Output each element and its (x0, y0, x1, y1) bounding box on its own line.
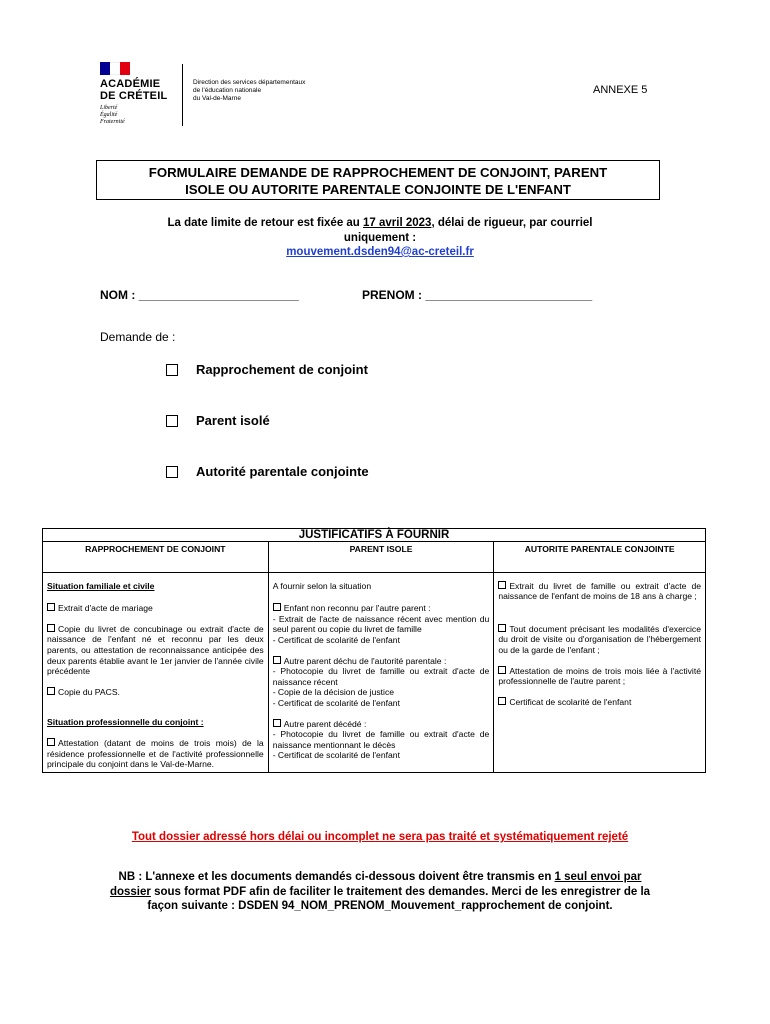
deadline-text: La date limite de retour est fixée au 17 avril 2023, délai de rigueur, par courriel uniquement : (167, 217, 593, 244)
col-parent-isole: A fournir selon la situation Enfant non reconnu par l'autre parent : - Extrait de l'acte de naissance récent avec mention du seul parent ou copie du livret de famille - Certificat de scolarité de l'enfant Autre parent déchu de l'autorité parentale : - Photocopie du livret de famille ou extrait d'acte de naissance récent - Copie de la décision de justice - Certificat de scolarité de l'enfant Autre parent décédé : - Photocopie du livret de famille ou extrait d'acte de naissance mentionnant le décès - Certificat de scolarité de l'enfant (268, 572, 494, 772)
col-rapprochement: Situation familiale et civile Extrait d'acte de mariage Copie du livret de concubinage ou extrait d'acte de naissance de l'enfant né et reconnu par les deux parents, ou attestation de reconnaissance anticipée des deux parents établie avant le 1er janvier de l'année civile précédente Copie du PACS. Situation professionnelle du conjoint : Attestation (datant de moins de trois mois) de la résidence professionnelle et de l'activité professionnelle principale du conjoint dans le Val-de-Marne. (43, 572, 269, 772)
table-title: JUSTIFICATIFS À FOURNIR (43, 529, 706, 542)
checkbox-icon (47, 687, 55, 695)
checkbox-icon (498, 624, 506, 632)
section-heading: Situation professionnelle du conjoint : (47, 717, 204, 728)
checkbox-icon (273, 603, 281, 611)
demande-label: Demande de : (100, 330, 176, 344)
republic-motto: Liberté Égalité Fraternité (100, 105, 125, 125)
column-header: AUTORITE PARENTALE CONJOINTE (494, 541, 706, 572)
email-link[interactable]: mouvement.dsden94@ac-creteil.fr (286, 246, 474, 258)
checkbox-icon[interactable] (166, 364, 178, 376)
choice-parent-isole[interactable]: Parent isolé (166, 413, 270, 428)
deadline-date: 17 avril 2023 (363, 217, 432, 229)
checkbox-icon (47, 624, 55, 632)
checkbox-icon (273, 719, 281, 727)
checkbox-icon (498, 697, 506, 705)
section-heading: Situation familiale et civile (47, 580, 155, 591)
checkbox-icon (47, 603, 55, 611)
checkbox-icon (47, 738, 55, 746)
nb-text: NB : L'annexe et les documents demandés ci-dessous doivent être transmis en 1 seul envoi par dossier sous format PDF afin de faciliter le traitement des demandes. Merci de les enregistrer de la façon suivante : DSDEN 94_NOM_PRENOM_Mouvement_rapprochement de conjoint. (109, 871, 651, 912)
col-autorite-parentale: Extrait du livret de famille ou extrait d'acte de naissance de l'enfant de moins de 18 ans à charge ; Tout document précisant les modalités d'exercice du droit de visite ou d'organisation de l'hébergement ou de la garde de l'enfant ; Attestation de moins de trois mois liée à l'activité professionnelle de l'autre parent ; Certificat de scolarité de l'enfant (494, 572, 706, 772)
checkbox-icon (498, 666, 506, 674)
french-flag-icon (100, 62, 130, 75)
checkbox-icon[interactable] (166, 466, 178, 478)
checkbox-icon (498, 581, 506, 589)
dsden-label: Direction des services départementaux de l'éducation nationale du Val-de-Marne (193, 79, 306, 102)
checkbox-icon[interactable] (166, 415, 178, 427)
academie-name: ACADÉMIE DE CRÉTEIL (100, 78, 168, 102)
nom-field[interactable]: NOM : ________________________ (100, 288, 299, 302)
prenom-field[interactable]: PRENOM : _________________________ (362, 288, 593, 302)
column-header: RAPPROCHEMENT DE CONJOINT (43, 541, 269, 572)
form-title: FORMULAIRE DEMANDE DE RAPPROCHEMENT DE CONJOINT, PARENT ISOLE OU AUTORITE PARENTALE CONJOINTE DE L'ENFANT (96, 160, 660, 200)
choice-autorite-parentale[interactable]: Autorité parentale conjointe (166, 464, 369, 479)
warning-text: Tout dossier adressé hors délai ou incomplet ne sera pas traité et systématiquement rejeté (131, 831, 629, 843)
nb-underlined: 1 seul envoi par dossier (109, 871, 642, 898)
academie-logo (100, 62, 190, 126)
annexe-label: ANNEXE 5 (593, 84, 648, 96)
checkbox-icon (273, 656, 281, 664)
choice-rapprochement[interactable]: Rapprochement de conjoint (166, 362, 368, 377)
justificatifs-table (42, 528, 706, 773)
column-header: PARENT ISOLE (268, 541, 494, 572)
header-divider (182, 64, 183, 126)
